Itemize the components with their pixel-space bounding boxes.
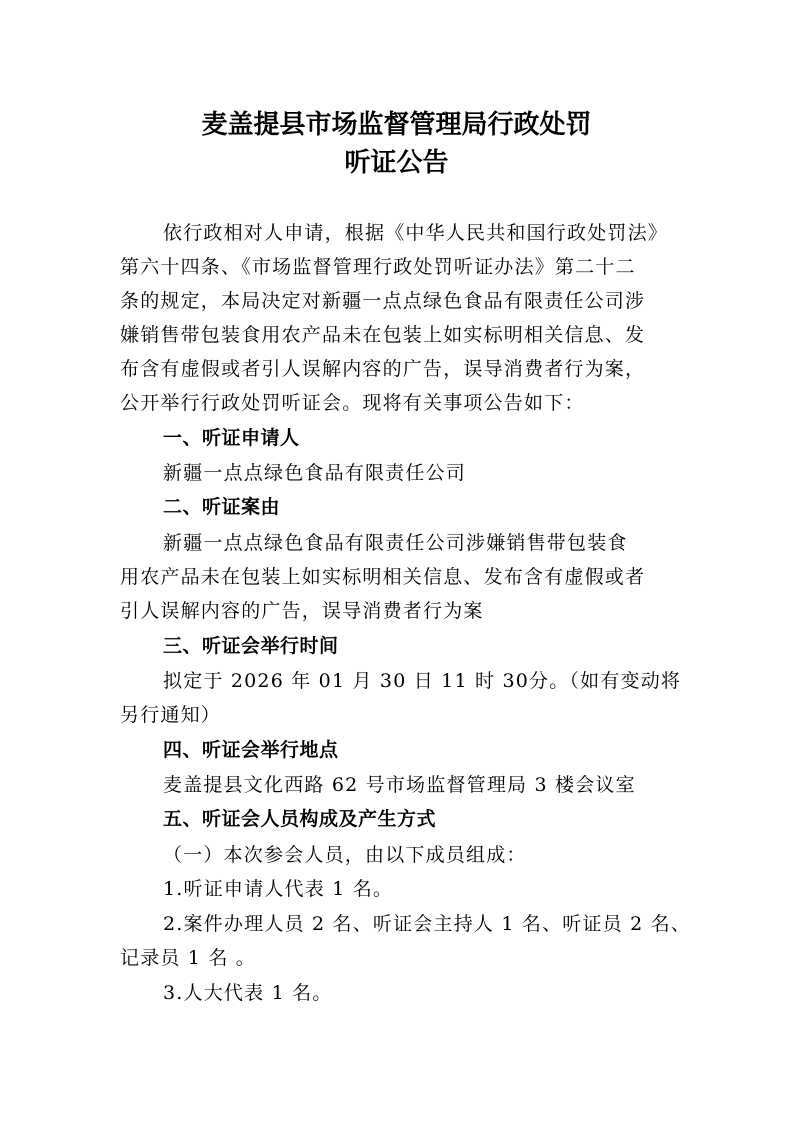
section-5-subheading: （一）本次参会人员，由以下成员组成：	[163, 844, 527, 866]
section-2-body-line-2: 用农产品未在包装上如实标明相关信息、发布含有虚假或者	[120, 566, 646, 588]
title-line-2: 听证公告	[344, 148, 449, 178]
intro-line-3: 条的规定，本局决定对新疆一点点绿色食品有限责任公司涉	[120, 290, 646, 312]
section-2-heading: 二、听证案由	[163, 496, 281, 518]
intro-line-2: 第六十四条、《市场监督管理行政处罚听证办法》第二十二	[120, 256, 636, 278]
section-2-body-line-3: 引人误解内容的广告，误导消费者行为案	[120, 600, 484, 622]
intro-line-5: 布含有虚假或者引人误解内容的广告，误导消费者行为案，	[120, 358, 646, 380]
section-2-body-line-1: 新疆一点点绿色食品有限责任公司涉嫌销售带包装食	[163, 532, 628, 554]
intro-line-6: 公开举行行政处罚听证会。现将有关事项公告如下：	[120, 392, 585, 414]
section-5-item-1: 1.听证申请人代表 1 名。	[163, 878, 394, 900]
title-line-1: 麦盖提县市场监督管理局行政处罚	[201, 110, 592, 140]
section-5-item-3: 3.人大代表 1 名。	[163, 982, 333, 1004]
section-5-heading: 五、听证会人员构成及产生方式	[163, 808, 437, 830]
intro-line-1: 依行政相对人申请，根据《中华人民共和国行政处罚法》	[163, 222, 669, 244]
intro-line-4: 嫌销售带包装食用农产品未在包装上如实标明相关信息、发	[120, 324, 646, 346]
section-1-body: 新疆一点点绿色食品有限责任公司	[163, 462, 467, 484]
section-4-body: 麦盖提县文化西路 62 号市场监督管理局 3 楼会议室	[163, 774, 636, 796]
section-3-heading: 三、听证会举行时间	[163, 635, 339, 657]
section-5-item-2-line-1: 2.案件办理人员 2 名、听证会主持人 1 名、听证员 2 名、	[163, 913, 692, 935]
section-3-body-line-2: 另行通知）	[120, 704, 222, 726]
section-4-heading: 四、听证会举行地点	[163, 739, 339, 761]
section-1-heading: 一、听证申请人	[163, 427, 300, 449]
section-3-body-line-1: 拟定于 2026 年 01 月 30 日 11 时 30分。（如有变动将	[163, 670, 682, 692]
section-5-item-2-line-2: 记录员 1 名 。	[120, 947, 257, 969]
